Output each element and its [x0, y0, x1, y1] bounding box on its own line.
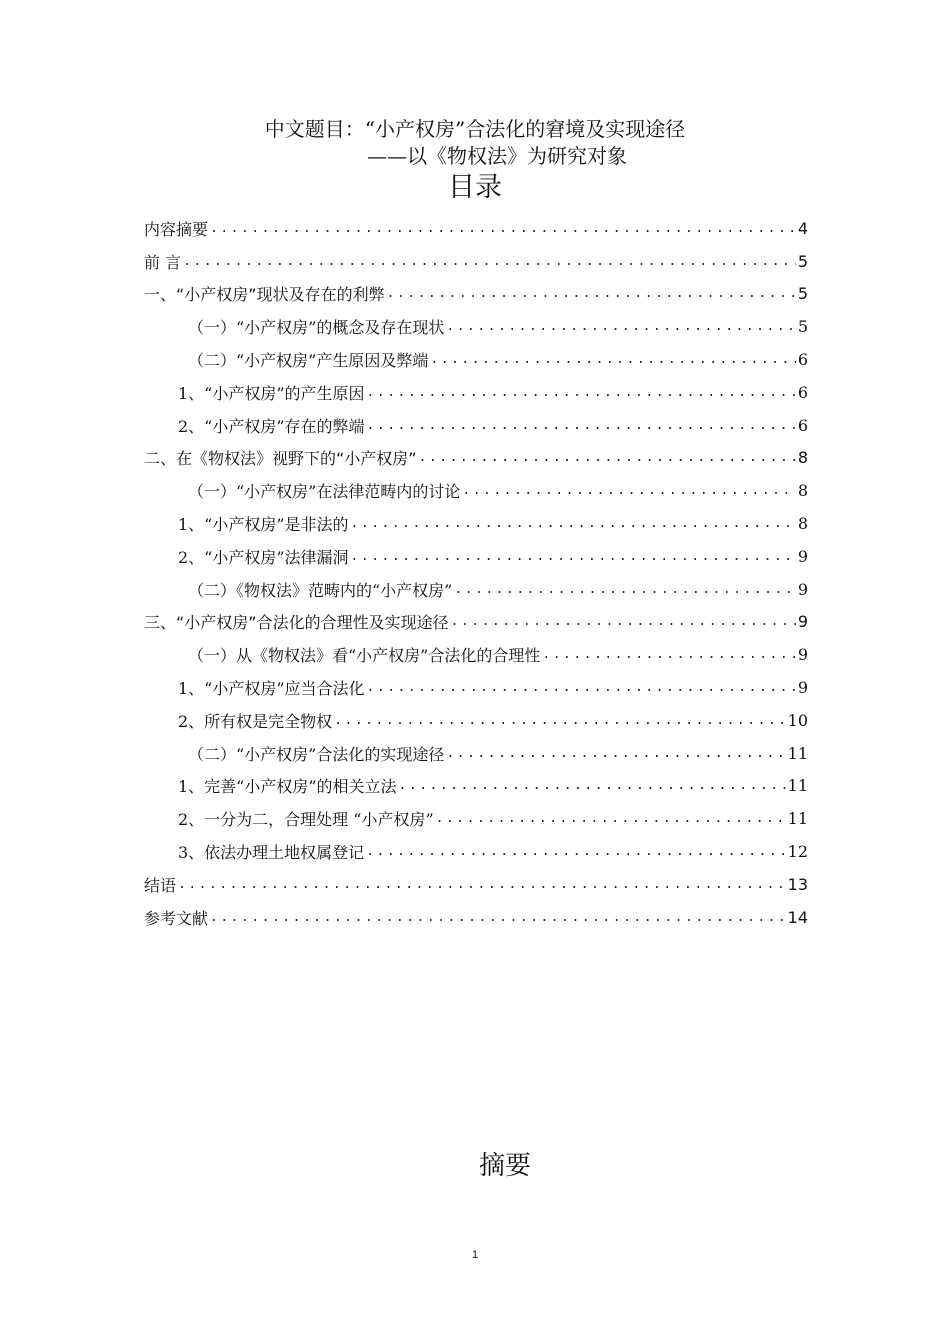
toc-entry-page: 9 [797, 612, 808, 632]
toc-dot-leader [367, 418, 796, 433]
toc-dot-leader [387, 286, 796, 301]
toc-entry-label: （一）“小产权房”的概念及存在现状 [188, 318, 445, 338]
toc-entry-label: 2、“小产权房”存在的弊端 [178, 416, 365, 436]
toc-entry[interactable] [144, 409, 808, 442]
toc-entry-label: （二）“小产权房”产生原因及弊端 [188, 351, 429, 371]
toc-dot-leader [210, 221, 796, 236]
toc-entry-page: 9 [797, 645, 808, 665]
toc-entry-page: 11 [787, 776, 808, 796]
toc-entry-page: 6 [797, 350, 808, 370]
toc-entry-label: 2、一分为二，合理处理 “小产权房” [178, 810, 434, 830]
toc-entry-label: 二、在《物权法》视野下的“小产权房” [144, 449, 417, 469]
toc-dot-leader [451, 614, 796, 629]
toc-entry[interactable] [144, 212, 808, 245]
toc-entry-label: （二）《物权法》范畴内的“小产权房” [188, 580, 453, 600]
toc-entry-page: 8 [797, 448, 808, 468]
toc-entry-page: 5 [797, 284, 808, 304]
toc-entry[interactable] [144, 835, 808, 868]
toc-entry-page: 9 [797, 546, 808, 566]
toc-entry[interactable] [144, 638, 808, 671]
toc-entry-label: 1、“小产权房”的产生原因 [178, 383, 365, 403]
toc-dot-leader [351, 549, 796, 564]
toc-dot-leader [351, 516, 796, 531]
toc-dot-leader [446, 746, 785, 761]
toc-entry[interactable] [144, 671, 808, 704]
toc-entry-label: 1、完善“小产权房”的相关立法 [178, 777, 397, 797]
toc-entry-label: （一）从《物权法》看“小产权房”合法化的合理性 [188, 646, 541, 666]
toc-entry[interactable] [144, 507, 808, 540]
toc-entry[interactable] [144, 737, 808, 770]
toc-entry-label: 1、“小产权房”是非法的 [178, 515, 349, 535]
toc-dot-leader [542, 647, 795, 662]
toc-dot-leader [178, 877, 786, 892]
toc-entry-page: 8 [797, 514, 808, 534]
toc-entry-page: 14 [787, 907, 808, 927]
toc-entry-page: 11 [787, 809, 808, 829]
toc-dot-leader [367, 385, 796, 400]
toc-entry[interactable] [144, 442, 808, 475]
toc-entry-label: 内容摘要 [144, 219, 209, 239]
toc-entry[interactable] [144, 901, 808, 934]
toc-entry-page: 12 [787, 842, 808, 862]
page-number: 1 [471, 1249, 479, 1261]
toc-dot-leader [399, 778, 786, 793]
toc-heading: 目录 [448, 172, 502, 203]
toc-entry-label: 参考文献 [144, 908, 209, 928]
toc-entry-page: 5 [797, 317, 808, 337]
toc-entry-label: 三、“小产权房”合法化的合理性及实现途径 [144, 613, 449, 633]
toc-entry-label: 2、所有权是完全物权 [178, 711, 333, 731]
toc-entry-label: 一、“小产权房”现状及存在的利弊 [144, 285, 385, 305]
toc-entry-page: 9 [797, 678, 808, 698]
toc-dot-leader [334, 713, 785, 728]
toc-entry[interactable] [144, 245, 808, 278]
toc-dot-leader [462, 483, 795, 498]
toc-entry-page: 8 [797, 481, 808, 501]
table-of-contents [144, 212, 808, 934]
title-line-subtitle: ——以《物权法》为研究对象 [367, 144, 627, 168]
toc-entry-page: 11 [787, 743, 808, 763]
toc-entry-label: 前 言 [144, 252, 182, 272]
toc-entry[interactable] [144, 310, 808, 343]
toc-entry[interactable] [144, 376, 808, 409]
toc-entry[interactable] [144, 278, 808, 311]
toc-dot-leader [366, 844, 785, 859]
abstract-heading: 摘要 [478, 1151, 531, 1181]
toc-entry[interactable] [144, 540, 808, 573]
toc-entry[interactable] [144, 474, 808, 507]
toc-entry[interactable] [144, 770, 808, 803]
toc-dot-leader [454, 582, 795, 597]
toc-entry-page: 13 [787, 874, 808, 894]
toc-entry[interactable] [144, 868, 808, 901]
toc-entry-page: 4 [797, 218, 808, 238]
toc-dot-leader [430, 352, 795, 367]
toc-entry-page: 10 [787, 710, 808, 730]
toc-entry-label: 2、“小产权房”法律漏洞 [178, 547, 349, 567]
toc-entry-page: 6 [797, 415, 808, 435]
document-title [0, 116, 950, 170]
toc-entry-label: 3、依法办理土地权属登记 [178, 843, 365, 863]
toc-entry-label: （二）“小产权房”合法化的实现途径 [188, 744, 445, 764]
toc-entry[interactable] [144, 802, 808, 835]
toc-dot-leader [436, 811, 786, 826]
toc-entry-label: 结语 [144, 875, 177, 895]
toc-dot-leader [210, 910, 786, 925]
toc-dot-leader [183, 254, 796, 269]
toc-entry[interactable] [144, 573, 808, 606]
toc-entry-label: 1、“小产权房”应当合法化 [178, 679, 365, 699]
toc-entry-page: 6 [797, 382, 808, 402]
toc-entry[interactable] [144, 606, 808, 639]
toc-entry-page: 5 [797, 251, 808, 271]
toc-dot-leader [419, 450, 796, 465]
toc-dot-leader [446, 319, 795, 334]
toc-entry[interactable] [144, 343, 808, 376]
toc-entry-page: 9 [797, 579, 808, 599]
toc-entry-label: （一）“小产权房”在法律范畴内的讨论 [188, 482, 461, 502]
toc-dot-leader [367, 680, 796, 695]
toc-entry[interactable] [144, 704, 808, 737]
title-line-main: 中文题目：“小产权房”合法化的窘境及实现途径 [264, 117, 686, 141]
